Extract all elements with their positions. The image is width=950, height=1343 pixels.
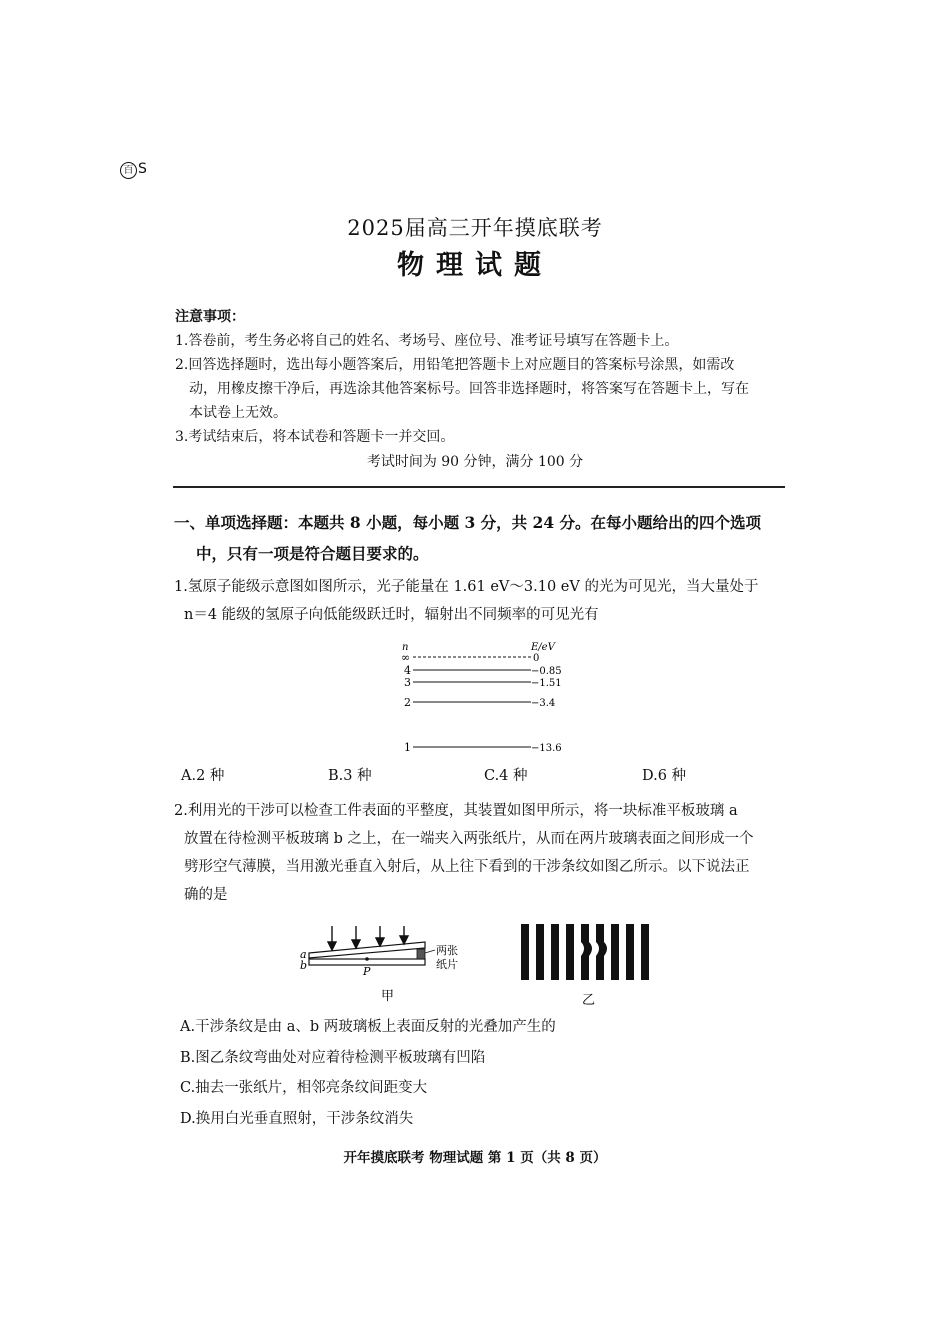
level-inf-e: 0 — [533, 653, 540, 664]
notes-item-2a: 2.回答选择题时，选出每小题答案后，用铅笔把答题卡上对应题目的答案标号涂黑，如需改 — [175, 357, 735, 373]
caption-yi: 乙 — [582, 993, 596, 1008]
level-2-e: −3.4 — [531, 698, 556, 709]
section-heading — [174, 507, 794, 569]
label-p: P — [363, 965, 371, 978]
e-axis-label: E/eV — [531, 642, 555, 653]
label-paper-2: 纸片 — [436, 958, 458, 971]
notes-block — [175, 305, 795, 449]
page-footer: 开年摸底联考 物理试题 第 1 页（共 8 页） — [343, 1150, 607, 1166]
q1-option-b: B.3 种 — [328, 768, 372, 784]
incident-light-arrows — [328, 926, 408, 950]
notes-heading: 注意事项： — [175, 309, 245, 325]
question-2 — [174, 797, 790, 909]
logo-circle-char: 百 — [120, 162, 137, 179]
divider-rule — [173, 486, 785, 488]
point-p — [365, 957, 369, 961]
caption-jia: 甲 — [381, 989, 395, 1004]
q2-option-d: D.换用白光垂直照射，干涉条纹消失 — [180, 1110, 414, 1127]
exam-subject: 物理试题 — [397, 250, 553, 281]
energy-level-diagram — [395, 636, 575, 756]
section-line-2: 中，只有一项是符合题目要求的。 — [196, 544, 429, 563]
figure-yi-fringes — [515, 920, 665, 1010]
level-2-n: 2 — [404, 696, 411, 709]
figure-jia-wedge-setup — [295, 922, 485, 1010]
q2-option-c: C.抽去一张纸片，相邻亮条纹间距变大 — [180, 1080, 428, 1096]
exam-title: 2025届高三开年摸底联考 — [347, 216, 603, 240]
q1-line-1: 1.氢原子能级示意图如图所示，光子能量在 1.61 eV～3.10 eV 的光为可见光，当大量处于 — [174, 579, 759, 595]
paper-pointer — [425, 950, 435, 953]
q1-option-a: A.2 种 — [181, 768, 225, 784]
notes-item-3: 3.考试结束后，将本试卷和答题卡一并交回。 — [175, 429, 455, 445]
level-4-n: 4 — [404, 664, 411, 677]
section-line-1: 一、单项选择题：本题共 8 小题，每小题 3 分，共 24 分。在每小题给出的四个选项 — [174, 513, 762, 532]
q2-line-2: 放置在待检测平板玻璃 b 之上，在一端夹入两张纸片，从而在两片玻璃表面之间形成一个 — [184, 831, 754, 847]
level-1-n: 1 — [404, 741, 411, 754]
q1-line-2: n＝4 能级的氢原子向低能级跃迁时，辐射出不同频率的可见光有 — [184, 607, 599, 623]
q2-line-1: 2.利用光的干涉可以检查工件表面的平整度，其装置如图甲所示，将一块标准平板玻璃 a — [174, 803, 738, 819]
q2-options — [180, 1012, 556, 1134]
level-4-e: −0.85 — [531, 666, 562, 677]
logo-suffix: S — [138, 161, 147, 177]
level-inf-n: ∞ — [401, 651, 411, 664]
question-1 — [174, 573, 790, 629]
notes-item-2c: 本试卷上无效。 — [189, 405, 287, 421]
notes-item-2b: 动，用橡皮擦干净后，再选涂其他答案标号。回答非选择题时，将答案写在答题卡上，写在 — [189, 381, 749, 397]
n-axis-label: n — [402, 642, 409, 653]
label-a: a — [300, 948, 307, 961]
level-3-e: −1.51 — [531, 678, 562, 689]
level-1-e: −13.6 — [531, 743, 562, 754]
q2-line-4: 确的是 — [184, 887, 228, 903]
fringe-bars — [521, 924, 649, 980]
glass-plate-a — [309, 942, 425, 958]
q1-option-d: D.6 种 — [642, 768, 687, 784]
paper-sheets — [417, 949, 425, 959]
q2-option-a: A.干涉条纹是由 a、b 两玻璃板上表面反射的光叠加产生的 — [180, 1019, 556, 1035]
notes-item-1: 1.答卷前，考生务必将自己的姓名、考场号、座位号、准考证号填写在答题卡上。 — [175, 333, 679, 349]
label-paper-1: 两张 — [436, 944, 458, 957]
exam-time: 考试时间为 90 分钟，满分 100 分 — [366, 454, 584, 470]
publisher-logo — [120, 161, 147, 179]
level-3-n: 3 — [404, 676, 411, 689]
label-b: b — [300, 959, 308, 972]
q2-option-b: B.图乙条纹弯曲处对应着待检测平板玻璃有凹陷 — [180, 1049, 486, 1066]
q2-line-3: 劈形空气薄膜，当用激光垂直入射后，从上往下看到的干涉条纹如图乙所示。以下说法正 — [184, 859, 750, 875]
q1-option-c: C.4 种 — [484, 768, 528, 784]
